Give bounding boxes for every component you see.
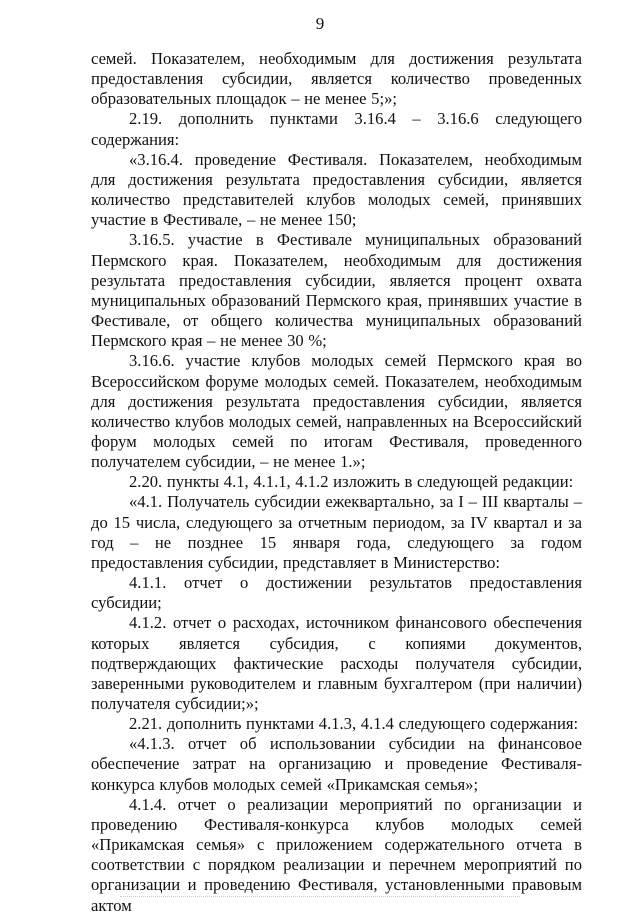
paragraph: 4.1.4. отчет о реализации мероприятий по организации и проведению Фестиваля-конкурса клубов молодых семей «Прикамская семья» с приложением содержательного отчета в соответствии с порядком реализации и перечнем мероприятий по организации и проведению Фестиваля, установленными правовым актом [91, 794, 582, 915]
paragraph: «4.1.3. отчет об использовании субсидии на финансовое обеспечение затрат на организацию и проведение Фестиваля-конкурса клубов молодых семей «Прикамская семья»; [91, 734, 582, 794]
page-bottom-edge [120, 896, 520, 898]
paragraph: 2.19. дополнить пунктами 3.16.4 – 3.16.6 следующего содержания: [91, 109, 582, 149]
paragraph: 4.1.2. отчет о расходах, источником финансового обеспечения которых является субсидия, с копиями документов, подтверждающих фактические расходы получателя субсидии, заверенными руководителем и главным бухгалтером (при наличии) получателя субсидии;»; [91, 613, 582, 713]
paragraph: «4.1. Получатель субсидии ежеквартально, за I – III кварталы – до 15 числа, следующего за отчетным периодом, за IV квартал и за год – не позднее 15 января года, следующего за годом предоставления субсидии, представляет в Министерство: [91, 492, 582, 572]
paragraph: 3.16.5. участие в Фестивале муниципальных образований Пермского края. Показателем, необходимым для достижения результата предоставления субсидии, является процент охвата муниципальных образований Пермского края, принявших участие в Фестивале, от общего количества муниципальных образований Пермского края – не менее 30 %; [91, 230, 582, 351]
document-body [91, 49, 582, 916]
paragraph: «3.16.4. проведение Фестиваля. Показателем, необходимым для достижения результата предоставления субсидии, является количество представителей клубов молодых семей, принявших участие в Фестивале, – не менее 150; [91, 149, 582, 230]
paragraph: 2.21. дополнить пунктами 4.1.3, 4.1.4 следующего содержания: [129, 714, 579, 734]
paragraph: 3.16.6. участие клубов молодых семей Пермского края во Всероссийском форуме молодых семей. Показателем, необходимым для достижения результата предоставления субсидии, является количество клубов молодых семей, направленных на Всероссийский форум молодых семей по итогам Фестиваля, проведенного получателем субсидии, – не менее 1.»; [91, 351, 582, 472]
paragraph: семей. Показателем, необходимым для достижения результата предоставления субсидии, является количество проведенных образовательных площадок – не менее 5;»; [91, 49, 582, 109]
paragraph: 4.1.1. отчет о достижении результатов предоставления субсидии; [91, 573, 582, 613]
page-number: 9 [315, 14, 325, 33]
paragraph: 2.20. пункты 4.1, 4.1.1, 4.1.2 изложить в следующей редакции: [129, 472, 574, 492]
